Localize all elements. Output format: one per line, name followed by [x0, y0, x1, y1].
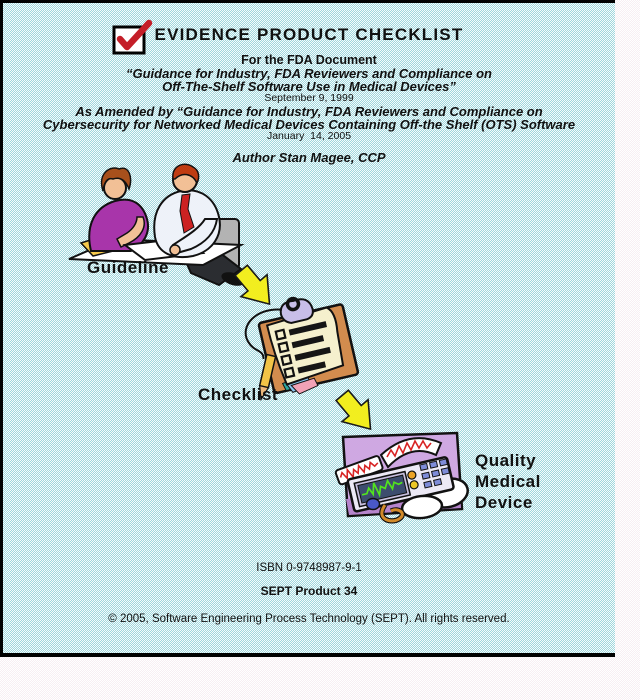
document-date: September 9, 1999 [264, 92, 354, 104]
device-line: Device [475, 493, 533, 512]
page-title: EVIDENCE PRODUCT CHECKLIST [154, 25, 464, 44]
step-label-guideline: Guideline [87, 258, 169, 277]
copyright-line: © 2005, Software Engineering Process Technology (SEPT). All rights reserved. [108, 613, 510, 625]
medical-device-illustration [329, 427, 479, 524]
amended-date: January 14, 2005 [266, 130, 352, 142]
amended-line-2: Cybersecurity for Networked Medical Devices Containing Off-the Shelf (OTS) Software [42, 117, 576, 132]
isbn-line: ISBN 0-9748987-9-1 [256, 562, 362, 574]
amended-line-1: As Amended by “Guidance for Industry, FDA Reviewers and Compliance on [75, 104, 543, 119]
document-quote-line-2: Off-The-Shelf Software Use in Medical Devices” [162, 79, 456, 94]
product-number-line: SEPT Product 34 [260, 584, 358, 598]
step-label-quality-medical-device [475, 450, 541, 513]
subtitle-for-document: For the FDA Document [241, 53, 377, 67]
document-quote-line-1: “Guidance for Industry, FDA Reviewers and Compliance on [126, 66, 492, 81]
medical-line: Medical [475, 472, 541, 491]
author-line: Author Stan Magee, CCP [232, 150, 386, 165]
step-label-checklist: Checklist [198, 385, 279, 404]
quality-line: Quality [475, 451, 537, 470]
